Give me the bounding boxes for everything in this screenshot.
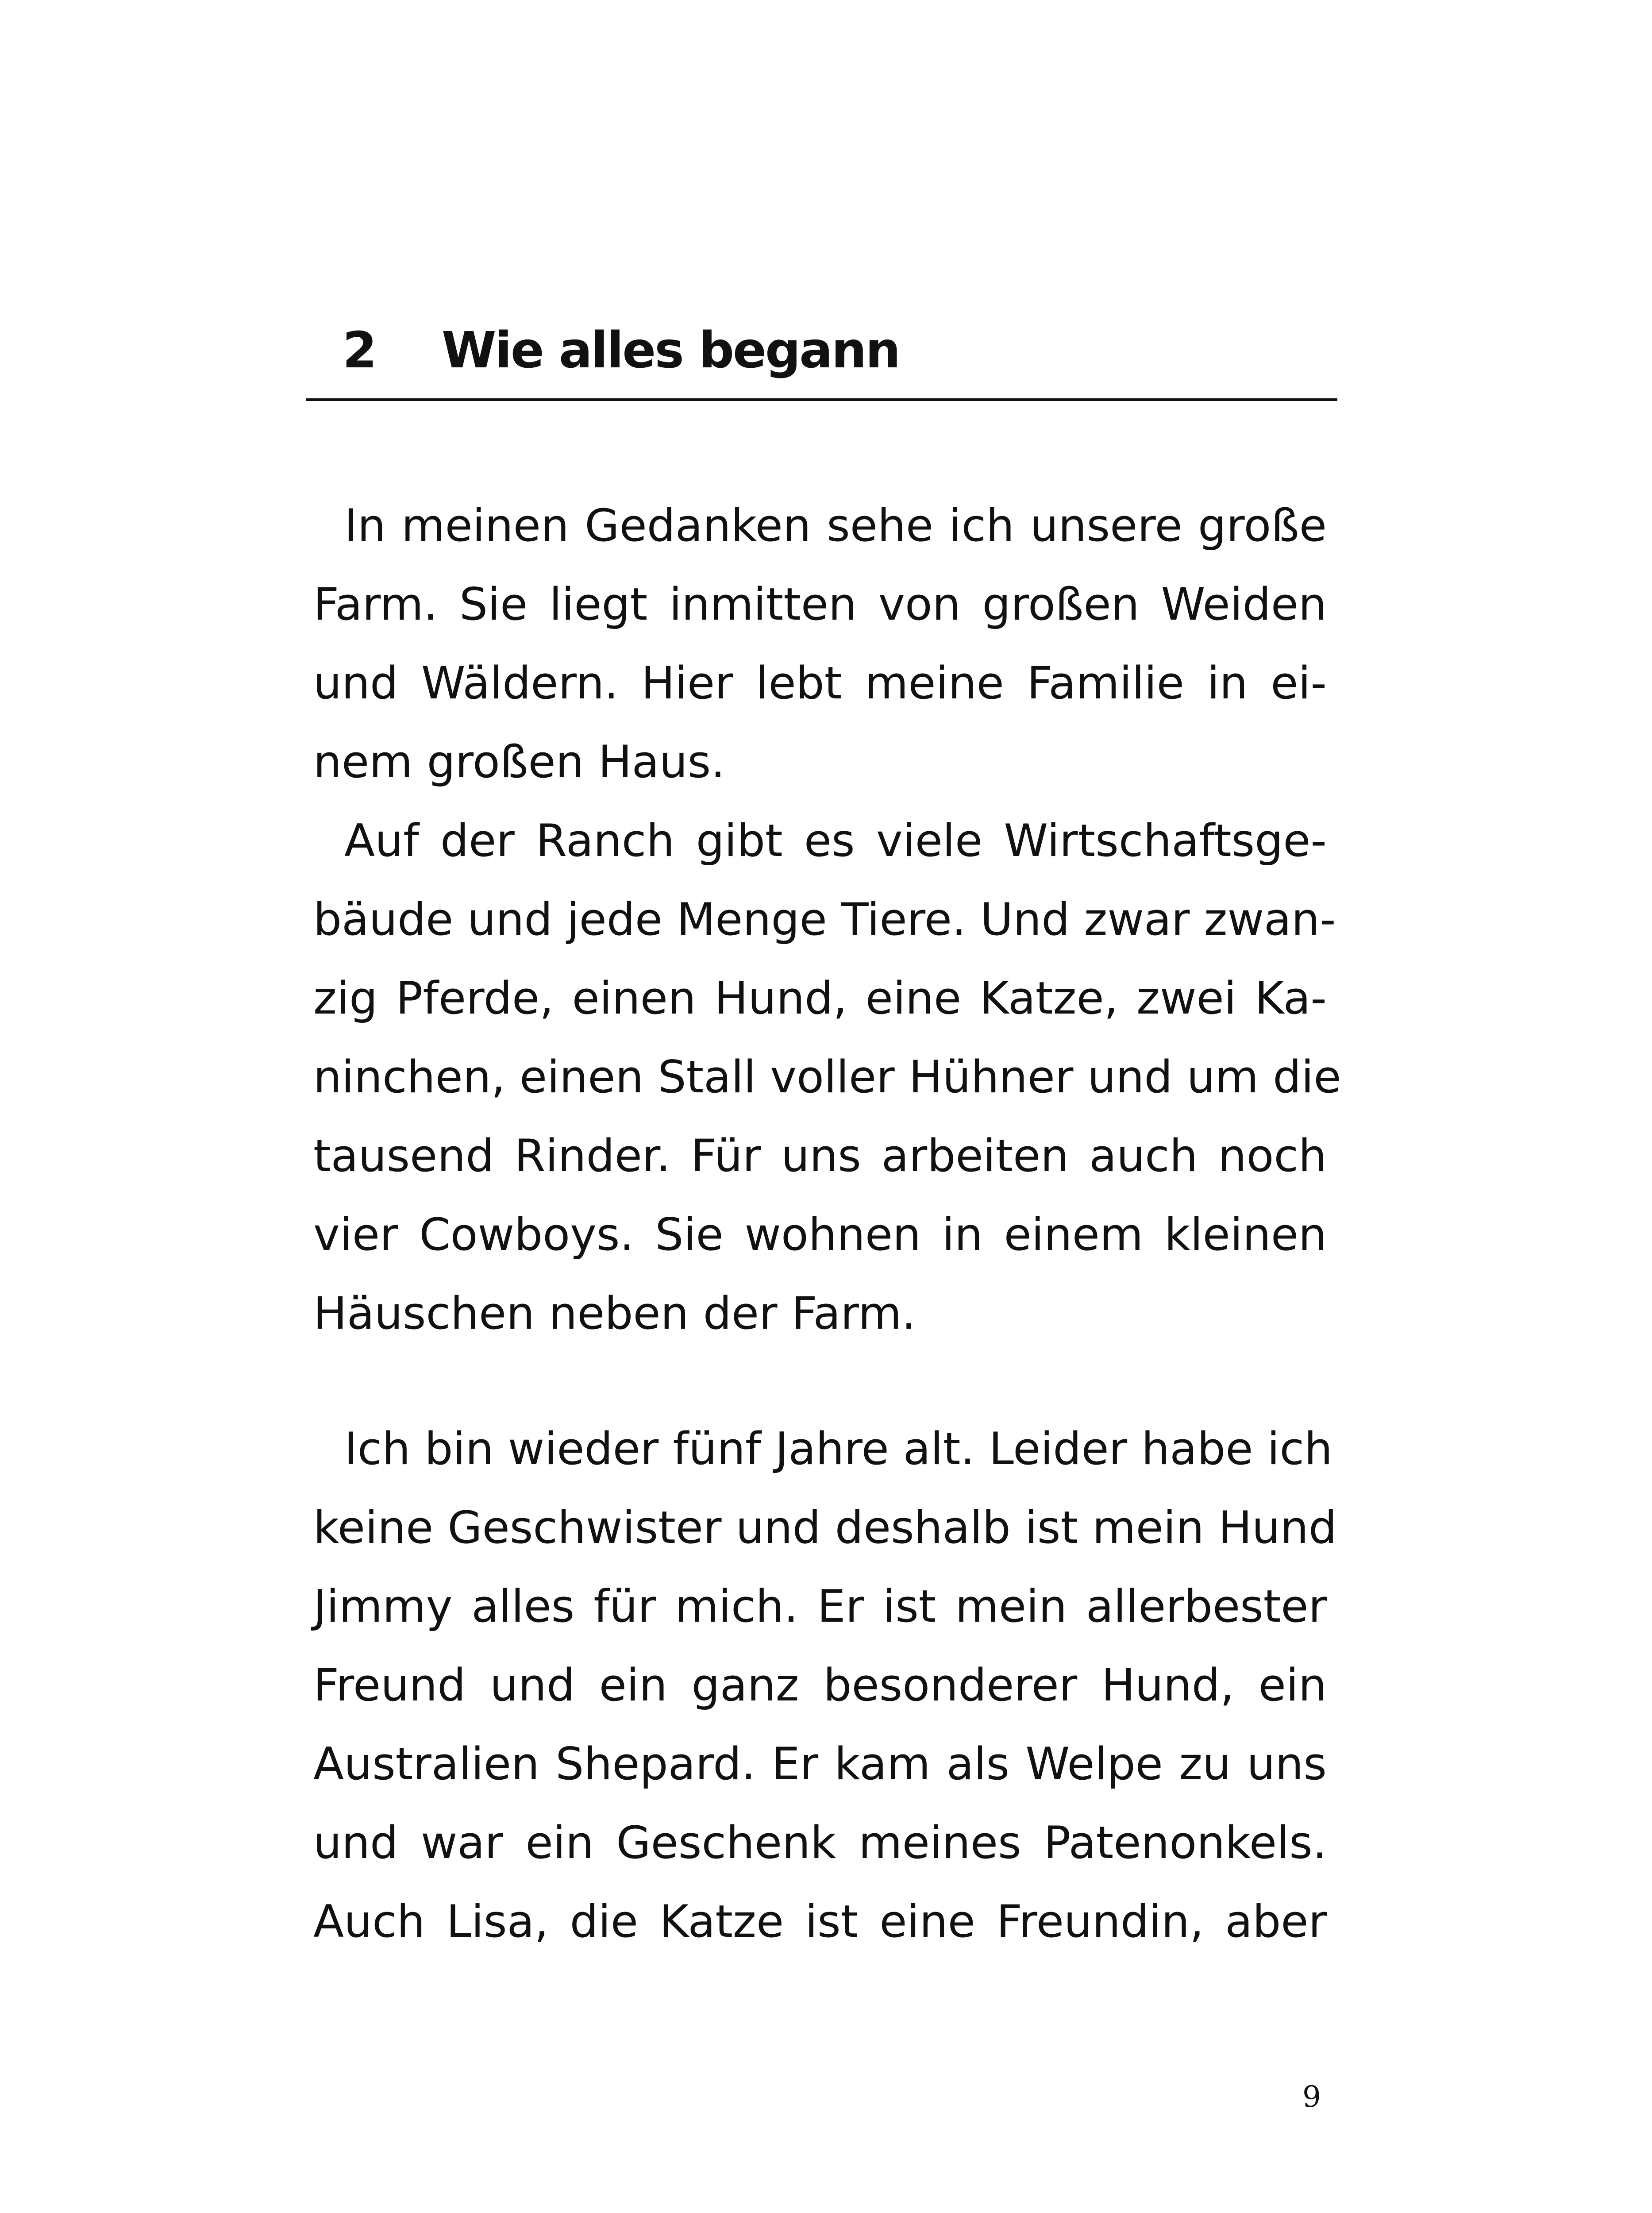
- text-line: Jimmy alles für mich. Er ist mein allerbester: [313, 1580, 1327, 1632]
- text-line: Freund und ein ganz besonderer Hund, ein: [313, 1659, 1327, 1711]
- text-line: vier Cowboys. Sie wohnen in einem kleinen: [313, 1208, 1327, 1261]
- text-line: tausend Rinder. Für uns arbeiten auch noch: [313, 1130, 1327, 1182]
- text-line: bäude und jede Menge Tiere. Und zwar zwan-: [313, 893, 1336, 945]
- text-line: Auf der Ranch gibt es viele Wirtschaftsge-: [344, 814, 1327, 867]
- text-line: zig Pferde, einen Hund, eine Katze, zwei Ka-: [313, 972, 1327, 1024]
- text-line: Auch Lisa, die Katze ist eine Freundin, aber: [313, 1895, 1327, 1947]
- body-text-block-1: [313, 486, 1341, 1961]
- text-line: In meinen Gedanken sehe ich unsere große: [344, 499, 1327, 551]
- page-number: 9: [1302, 2080, 1321, 2114]
- chapter-number: 2: [343, 322, 376, 379]
- paragraph-gap: [313, 1353, 1327, 1409]
- text-line: Häuschen neben der Farm.: [313, 1287, 916, 1339]
- text-line: nem großen Haus.: [313, 736, 725, 788]
- text-line: und war ein Geschenk meines Patenonkels.: [313, 1816, 1327, 1869]
- text-line: und Wäldern. Hier lebt meine Familie in ei-: [313, 657, 1327, 709]
- text-line: Ich bin wieder fünf Jahre alt. Leider habe ich: [344, 1423, 1333, 1475]
- text-line: ninchen, einen Stall voller Hühner und um die: [313, 1051, 1341, 1103]
- chapter-title: Wie alles begann: [442, 322, 900, 379]
- text-line: Farm. Sie liegt inmitten von großen Weiden: [313, 578, 1327, 630]
- text-line: Australien Shepard. Er kam als Welpe zu uns: [313, 1738, 1327, 1790]
- text-line: keine Geschwister und deshalb ist mein Hund: [313, 1501, 1337, 1554]
- chapter-heading: [306, 310, 1337, 401]
